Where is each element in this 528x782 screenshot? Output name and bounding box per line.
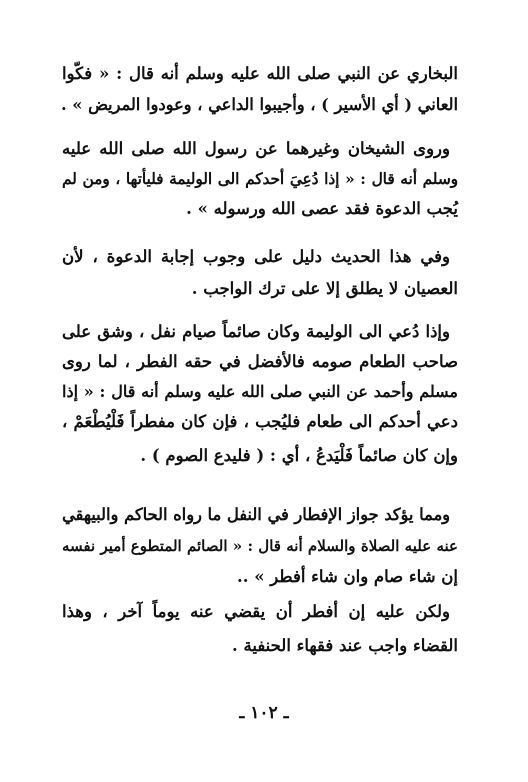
paragraph-5-line-2: عنه عليه الصلاة والسلام أنه قال : « الصائم المتطوع أمير نفسه xyxy=(62,537,458,555)
paragraph-6-line-2: القضاء واجب عند فقهاء الحنفية . xyxy=(232,636,458,655)
paragraph-2-line-3: يُجب الدعوة فقد عصى الله ورسوله » . xyxy=(186,199,458,218)
paragraph-3-line-2: العصيان لا يطلق إلا على ترك الواجب . xyxy=(191,279,458,298)
paragraph-5-line-3: إن شاء صام وان شاء أفطر » .. xyxy=(237,567,458,586)
paragraph-1-line-1: البخاري عن النبي صلى الله عليه وسلم أنه قال : « فكّوا xyxy=(62,64,458,83)
paragraph-2-line-1: وروى الشيخان وغيرهما عن رسول الله صلى الله عليه xyxy=(62,139,450,158)
paragraph-4-line-4: دعي أحدكم الى طعام فليُجب ، فإن كان مفطراً فَلْيُطْعَمْ ، xyxy=(62,412,458,431)
paragraph-2-line-2: وسلم أنه قال : « إذا دُعِيَ أحدكم الى الوليمة فليأتها ، ومن لم xyxy=(62,170,458,188)
paragraph-4-line-5: وإن كان صائماً فَلْيَدعُ ، أي : ( فليدع الصوم ) . xyxy=(140,446,458,465)
paragraph-5-line-1: ومما يؤكد جواز الإفطار في النفل ما رواه الحاكم والبيهقي xyxy=(62,505,450,524)
page-number: ـ ١٠٢ ـ xyxy=(239,703,289,723)
paragraph-3-line-1: وفي هذا الحديث دليل على وجوب إجابة الدعوة ، لأن xyxy=(62,247,450,266)
paragraph-4-line-1: وإذا دُعي الى الوليمة وكان صائماً صيام نفل ، وشق على xyxy=(62,322,450,341)
paragraph-6-line-1: ولكن عليه إن أفطر أن يقضي عنه يوماً آخر ، وهذا xyxy=(62,602,450,621)
paragraph-4-line-3: مسلم وأحمد عن النبي صلى الله عليه وسلم أنه قال : « إذا xyxy=(62,382,458,401)
paragraph-1-line-2: العاني ( أي الأسير ) ، وأجيبوا الداعي ، وعودوا المريض » . xyxy=(60,95,458,114)
paragraph-4-line-2: صاحب الطعام صومه فالأفضل في حقه الفطر ، لما روى xyxy=(62,352,458,371)
